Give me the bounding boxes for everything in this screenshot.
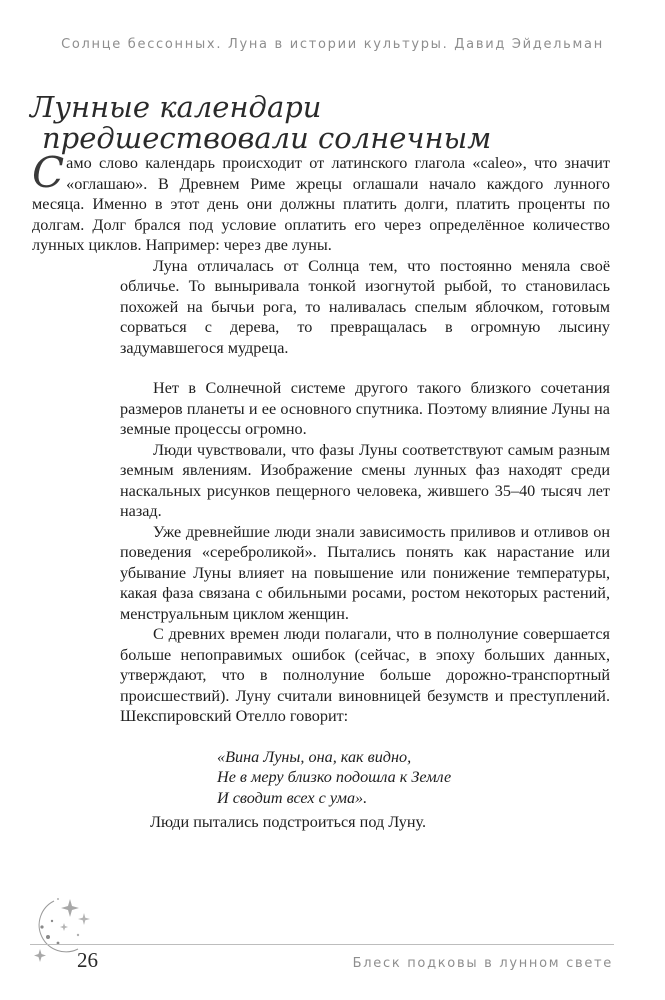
drop-cap: С <box>32 148 65 197</box>
paragraph-4: Люди чувствовали, что фазы Луны соответствуют самым разным земным явлениям. Изображение смены лунных фаз находят среди наскальных рисунков пещерного человека, жившего 35–40 тысяч лет назад. <box>120 440 610 520</box>
quote-line: И сводит всех с ума». <box>217 788 368 807</box>
paragraph-6: С древних времен люди полагали, что в полнолуние совершается больше непоправимых ошибок (сейчас, в эпоху больших данных, утверждают, что в полнолуние больше дорожно-транспортный происшествий). Луну считали виновницей безумств и преступлений. Шекспировский Отелло говорит: <box>120 625 610 725</box>
chapter-title-line1: Лунные календари <box>30 90 322 124</box>
chapter-title-line2: предшествовали солнечным <box>42 121 492 155</box>
running-header: Солнце бессонных. Луна в истории культуры. Давид Эйдельман <box>61 37 604 52</box>
paragraph-5: Уже древнейшие люди знали зависимость приливов и отливов он поведения «сереброликой». Пытались понять как нарастание или убывание Луны влияет на повышение или понижение температуры, какая фаза связана с обильными росами, ростом некоторых растений, менструальным циклом женщин. <box>120 522 610 623</box>
body-text <box>32 148 610 833</box>
running-footer: Блеск подковы в лунном свете <box>352 956 613 971</box>
chapter-title <box>30 92 630 154</box>
paragraph-gap <box>32 358 610 378</box>
paragraph-3: Нет в Солнечной системе другого такого близкого сочетания размеров планеты и ее основного спутника. Поэтому влияние Луны на земные процессы огромно. <box>120 379 610 438</box>
footer-divider <box>30 944 614 945</box>
paragraph-1-text: амо слово календарь происходит от латинского глагола «caleo», что значит «оглашаю». В Древнем Риме жрецы оглашали начало каждого лунного месяца. Именно в этот день они должны платить долги, платить проценты по долгам. Долг брался под условие оплатить его через определённое количество лунных циклов. Например: через две луны. <box>32 154 610 254</box>
othello-quote <box>217 747 610 809</box>
page-number: 26 <box>77 948 98 972</box>
quote-line: «Вина Луны, она, как видно, <box>217 747 412 766</box>
paragraph-2: Луна отличалась от Солнца тем, что постоянно меняла своё обличье. То выныривала тонкой изогнутой рыбой, то становилась похожей на бычьи рога, то наливалась спелым яблочком, готовым сорваться с дерева, то превращалась в огромную лысину задумавшегося мудреца. <box>120 256 610 357</box>
paragraph-7: Люди пытались подстроиться под Луну. <box>150 813 427 831</box>
paragraph-1 <box>32 148 610 256</box>
quote-line: Не в меру близко подошла к Земле <box>217 768 452 786</box>
